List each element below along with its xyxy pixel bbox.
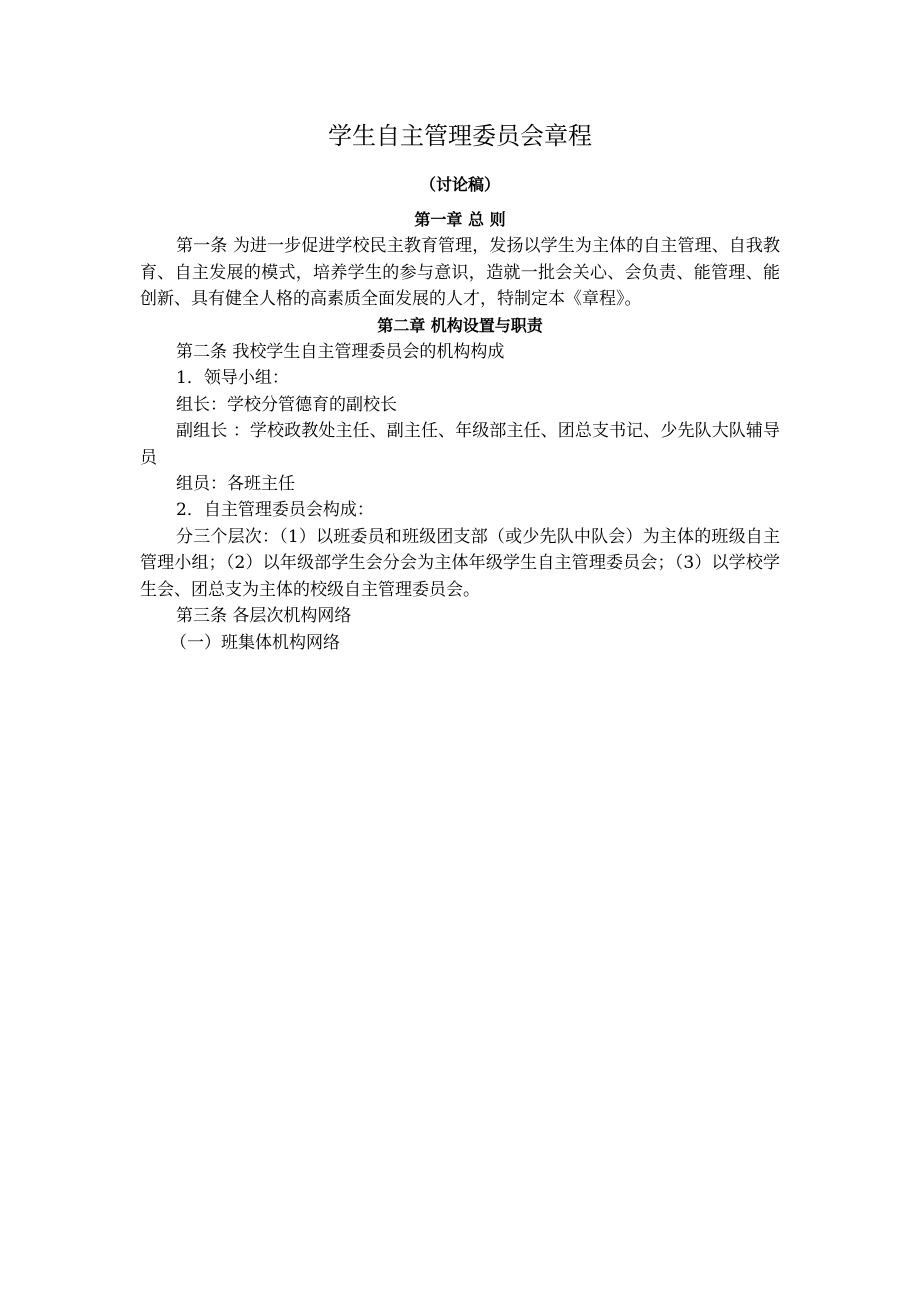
article-2-paragraph: 第二条 我校学生自主管理委员会的机构构成 (176, 342, 505, 363)
chapter-1-heading: 第一章 总 则 (414, 210, 506, 229)
leadership-group-heading: 1．领导小组： (176, 368, 289, 389)
group-leader-line: 组长：学校分管德育的副校长 (176, 394, 397, 415)
chapter-2-heading: 第二章 机构设置与职责 (377, 315, 543, 335)
deputy-leader-line: 副组长 ：学校政教处主任、副主任、年级部主任、团总支书记、少先队大队辅导员 (140, 421, 780, 468)
document-body (140, 207, 780, 656)
class-network-heading: （一）班集体机构网络 (170, 632, 340, 653)
article-3-paragraph: 第三条 各层次机构网络 (176, 606, 352, 627)
article-1-paragraph: 第一条 为进一步促进学校民主教育管理，发扬以学生为主体的自主管理、自我教育、自主发展的模式，培养学生的参与意识，造就一批会关心、会负责、能管理、能创新、具有健全人格的高素质全面发展的人才，特制定本《章程》。 (140, 236, 780, 310)
group-members-line: 组员：各班主任 (176, 474, 295, 495)
document-subtitle: （讨论稿） (419, 175, 500, 194)
committee-composition-heading: 2．自主管理委员会构成： (176, 500, 374, 521)
three-levels-paragraph: 分三个层次：（1）以班委员和班级团支部（或少先队中队会）为主体的班级自主管理小组；（2）以年级部学生会分会为主体年级学生自主管理委员会；（3）以学校学生会、团总支为主体的校级自主管理委员会。 (140, 526, 780, 600)
document-title: 学生自主管理委员会章程 (328, 122, 592, 150)
